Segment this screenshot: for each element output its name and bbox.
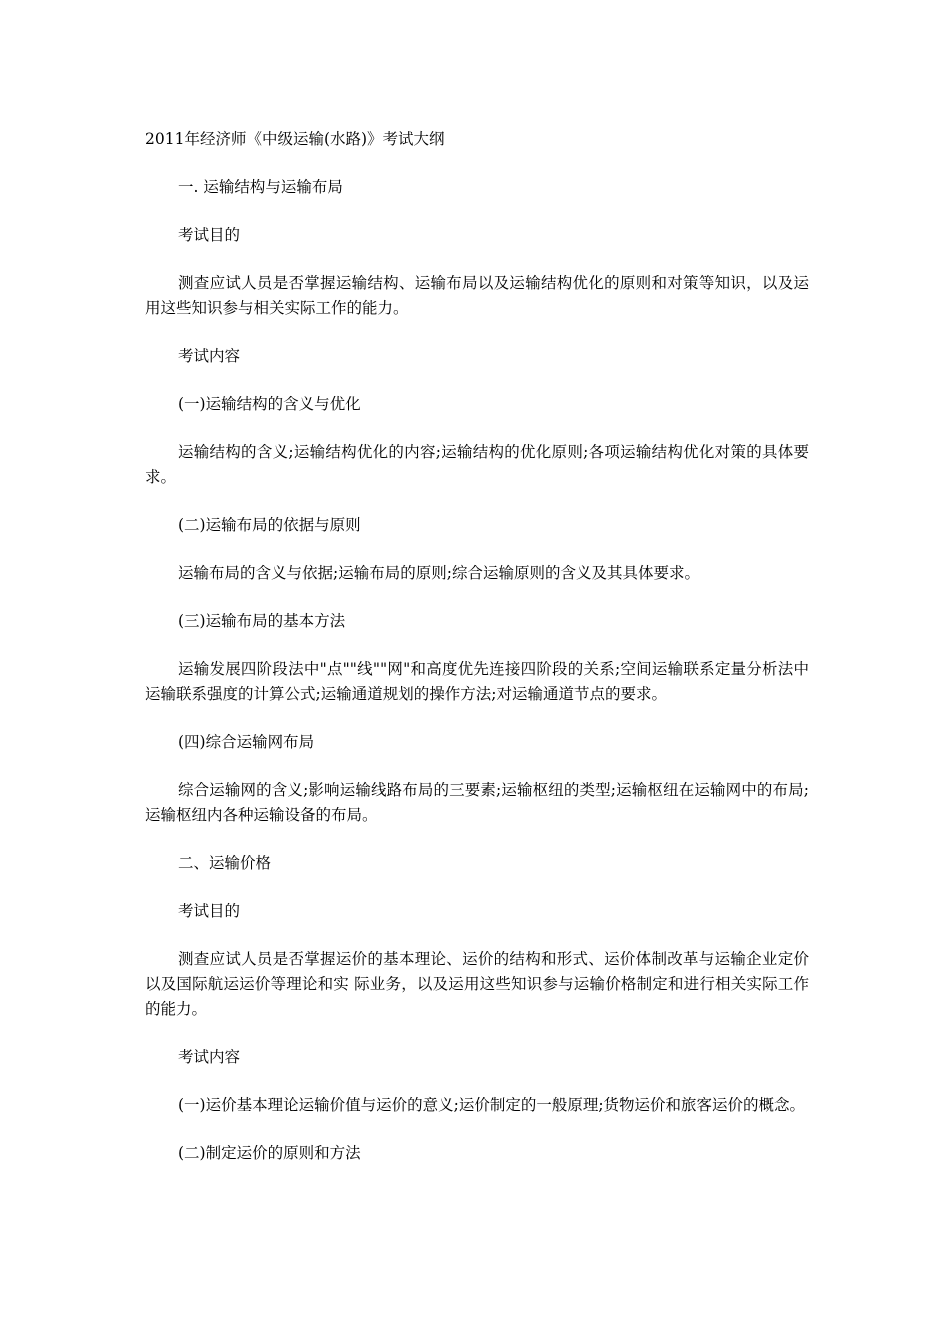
paragraph-purpose-2: 测查应试人员是否掌握运价的基本理论、运价的结构和形式、运价体制改革与运输企业定价以及国际航运运价等理论和实 际业务，以及运用这些知识参与运输价格制定和进行相关实际工作的能力。: [145, 950, 809, 1018]
item-heading-1-1: (一)运输结构的含义与优化: [178, 395, 361, 413]
paragraph-1-1: 运输结构的含义;运输结构优化的内容;运输结构的优化原则;各项运输结构优化对策的具体要求。: [145, 443, 809, 486]
document-page: [145, 127, 809, 1189]
section-heading-2: 二、运输价格: [178, 854, 272, 872]
subheading-exam-purpose-2: 考试目的: [178, 902, 241, 920]
item-heading-1-2: (二)运输布局的依据与原则: [178, 516, 361, 534]
subheading-exam-content-1: 考试内容: [178, 347, 241, 365]
item-heading-1-3: (三)运输布局的基本方法: [178, 612, 346, 630]
paragraph-1-2: 运输布局的含义与依据;运输布局的原则;综合运输原则的含义及其具体要求。: [178, 564, 700, 582]
paragraph-purpose-1: 测查应试人员是否掌握运输结构、运输布局以及运输结构优化的原则和对策等知识，以及运用这些知识参与相关实际工作的能力。: [145, 274, 809, 317]
section-heading-1: 一. 运输结构与运输布局: [178, 178, 343, 196]
paragraph-2-1: (一)运价基本理论运输价值与运价的意义;运价制定的一般原理;货物运价和旅客运价的概念。: [178, 1096, 806, 1114]
item-heading-2-2: (二)制定运价的原则和方法: [178, 1144, 361, 1162]
subheading-exam-content-2: 考试内容: [178, 1048, 241, 1066]
document-title: 2011年经济师《中级运输(水路)》考试大纲: [145, 130, 445, 148]
paragraph-1-4: 综合运输网的含义;影响运输线路布局的三要素;运输枢纽的类型;运输枢纽在运输网中的布局;运输枢纽内各种运输设备的布局。: [145, 781, 809, 824]
item-heading-1-4: (四)综合运输网布局: [178, 733, 315, 751]
paragraph-1-3: 运输发展四阶段法中"点""线""网"和高度优先连接四阶段的关系;空间运输联系定量分析法中运输联系强度的计算公式;运输通道规划的操作方法;对运输通道节点的要求。: [145, 660, 809, 703]
subheading-exam-purpose-1: 考试目的: [178, 226, 241, 244]
